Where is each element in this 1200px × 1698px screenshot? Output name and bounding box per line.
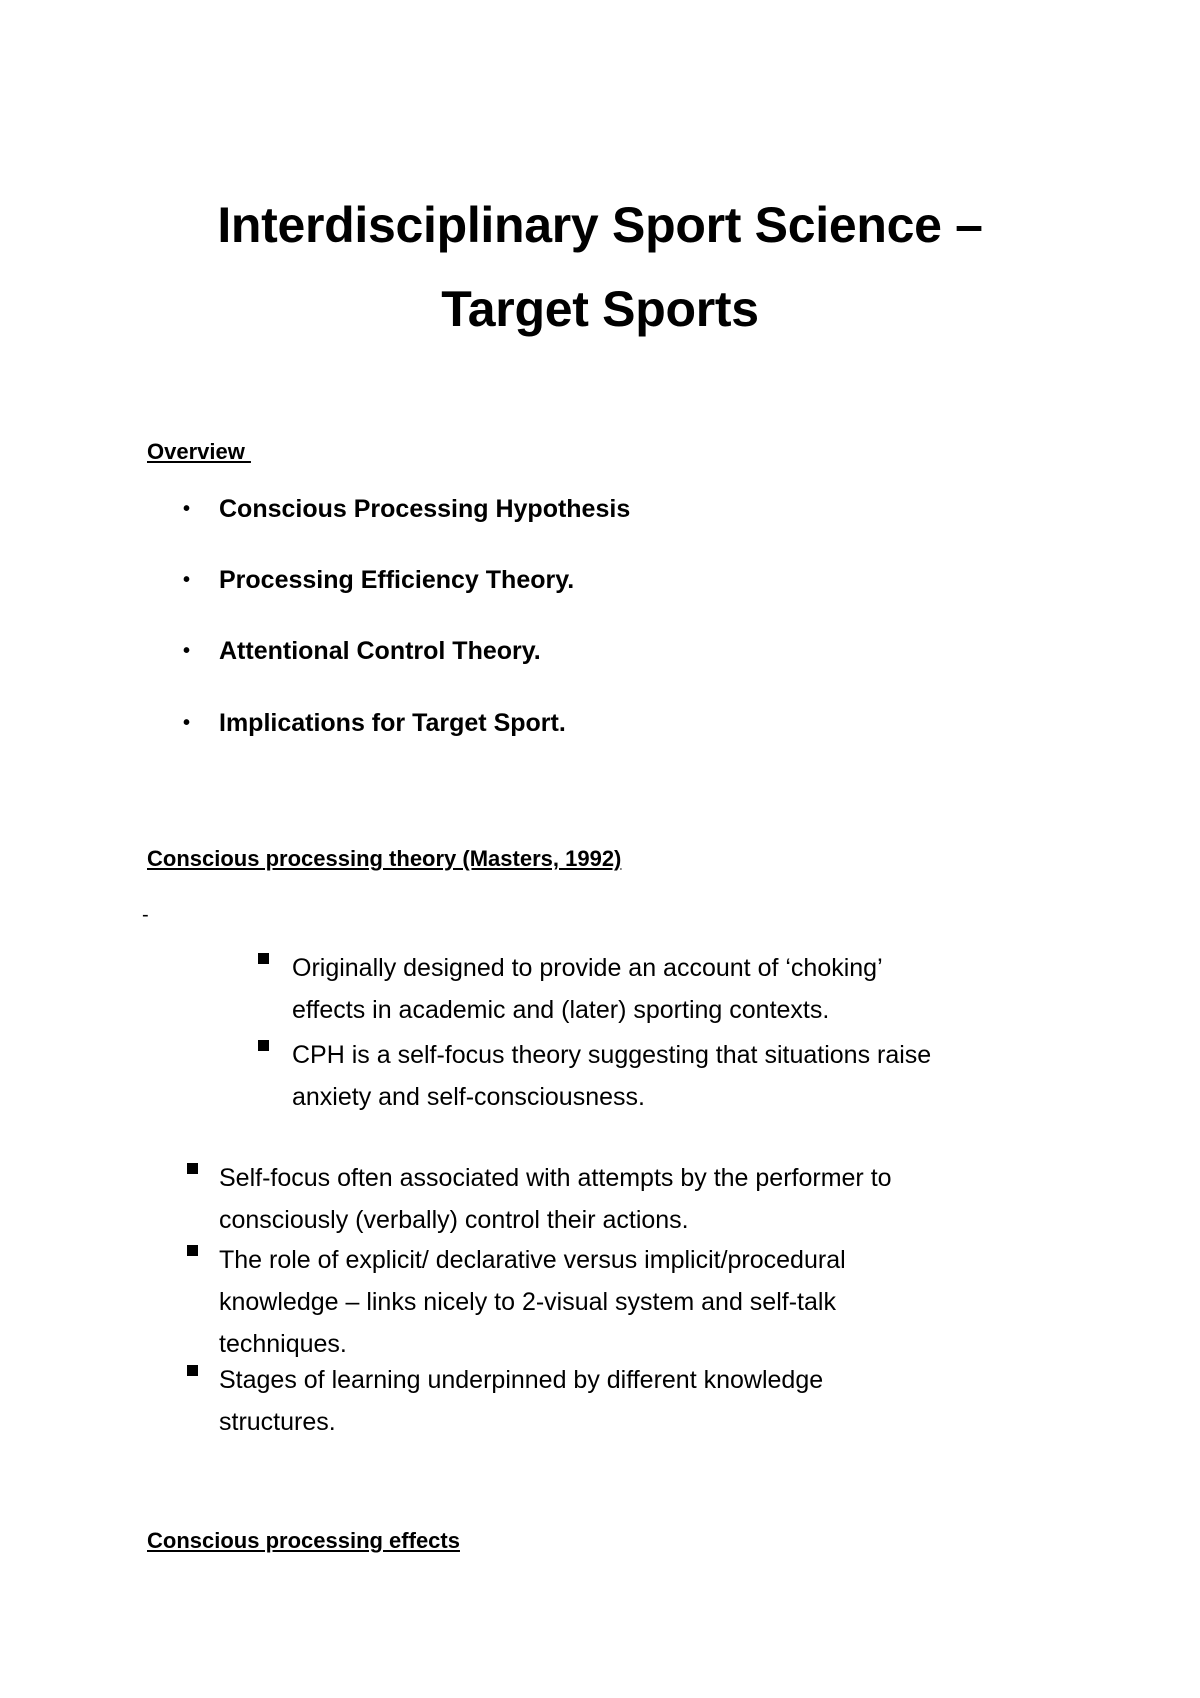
- list-item-line: The role of explicit/ declarative versus implicit/procedural: [219, 1246, 846, 1274]
- overview-item-text: Implications for Target Sport.: [219, 709, 566, 737]
- bullet-icon: •: [183, 498, 191, 520]
- list-item-line: Stages of learning underpinned by different knowledge: [219, 1366, 824, 1394]
- list-item: [292, 1034, 931, 1118]
- list-item-line: structures.: [219, 1408, 336, 1436]
- square-bullet-icon: [258, 1040, 269, 1051]
- overview-item-text: Conscious Processing Hypothesis: [219, 495, 631, 523]
- list-item-line: anxiety and self-consciousness.: [292, 1083, 645, 1111]
- list-item-line: knowledge – links nicely to 2-visual system and self-talk: [219, 1288, 836, 1316]
- overview-item-text: Attentional Control Theory.: [219, 637, 541, 665]
- cpt-heading: Conscious processing theory (Masters, 1992): [147, 846, 622, 871]
- square-bullet-icon: [187, 1163, 198, 1174]
- overview-item: [183, 711, 566, 736]
- list-item-line: techniques.: [219, 1330, 347, 1358]
- square-bullet-icon: [187, 1245, 198, 1256]
- overview-item: [183, 568, 574, 593]
- bullet-icon: •: [183, 640, 191, 662]
- list-item: [292, 947, 883, 1031]
- list-item-line: effects in academic and (later) sporting contexts.: [292, 996, 830, 1024]
- overview-item: [183, 639, 541, 664]
- page-title-line2: Target Sports: [441, 281, 759, 337]
- overview-item: [183, 497, 630, 522]
- dash-marker: -: [142, 904, 149, 926]
- overview-item-text: Processing Efficiency Theory.: [219, 566, 575, 594]
- list-item-line: Self-focus often associated with attempts by the performer to: [219, 1164, 892, 1192]
- list-item-line: Originally designed to provide an account of ‘choking’: [292, 954, 883, 982]
- list-item: [219, 1157, 892, 1241]
- square-bullet-icon: [187, 1365, 198, 1376]
- square-bullet-icon: [258, 953, 269, 964]
- bullet-icon: •: [183, 712, 191, 734]
- cpe-heading: Conscious processing effects: [147, 1528, 460, 1553]
- list-item-line: CPH is a self-focus theory suggesting that situations raise: [292, 1041, 932, 1069]
- page-title-line1: Interdisciplinary Sport Science –: [217, 197, 983, 253]
- overview-heading: Overview: [147, 439, 251, 464]
- list-item: [219, 1359, 823, 1443]
- bullet-icon: •: [183, 569, 191, 591]
- list-item-line: consciously (verbally) control their actions.: [219, 1206, 689, 1234]
- list-item: [219, 1239, 846, 1365]
